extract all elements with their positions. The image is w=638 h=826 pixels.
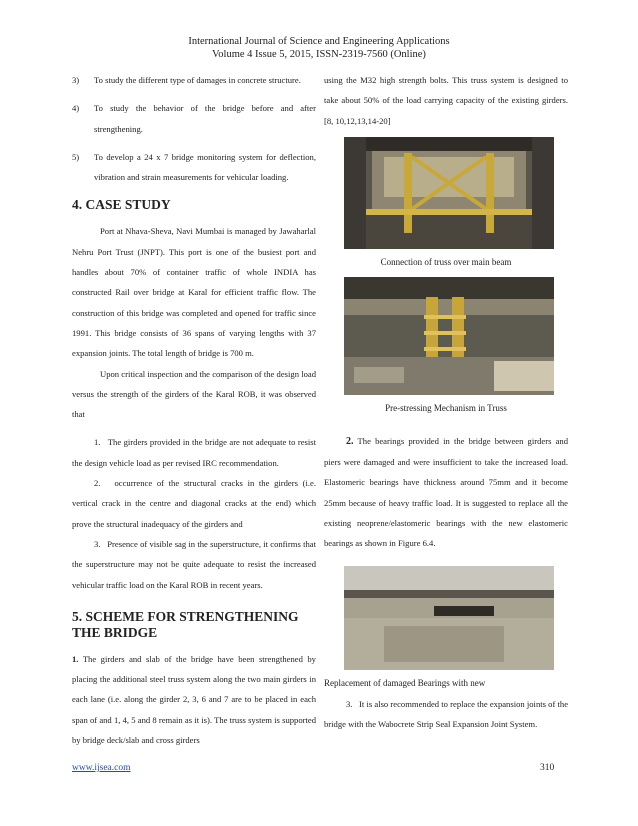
- objective-item: 3) To study the different type of damages in concrete structure.: [72, 75, 301, 85]
- journal-website-link[interactable]: www.ijsea.com: [72, 763, 131, 773]
- figure-caption: Replacement of damaged Bearings with new: [324, 677, 486, 688]
- journal-title: International Journal of Science and Engineering Applications: [188, 36, 450, 47]
- observation-item: 1. The girders provided in the bridge are not adequate to resist the design vehicle load as per revised IRC recommendation.: [72, 437, 316, 468]
- journal-volume: Volume 4 Issue 5, 2015, ISSN-2319-7560 (Online): [212, 49, 426, 60]
- case-study-paragraph: Port at Nhava-Sheva, Navi Mumbai is managed by Jawaharlal Nehru Port Trust (JNPT). This port is one of the busiest port and handles about 70% of container traffic of whole INDIA has constructed Rail over bridge at Karal for efficient traffic flow. The construction of this bridge was completed and opened for traffic since 1991. This bridge consists of 36 spans of varying lengths with 37 expansion joints. The total length of bridge is 700 m.: [72, 226, 316, 359]
- objective-item: 4) To study the behavior of the bridge before and after strengthening.: [72, 103, 316, 134]
- figure-caption: Pre-stressing Mechanism in Truss: [385, 402, 507, 413]
- figure-caption: Connection of truss over main beam: [380, 256, 512, 267]
- page-number: 310: [540, 763, 555, 773]
- objective-item: 5) To develop a 24 x 7 bridge monitoring system for deflection, vibration and strain measurements for vehicular loading.: [72, 151, 316, 183]
- observation-item: 2. occurrence of the structural cracks in the girders (i.e. vertical crack in the centre and diagonal cracks at the end) which prove the structural inadequacy of the girders and: [72, 478, 316, 529]
- prestressing-photo: [344, 277, 554, 395]
- journal-header: [0, 35, 638, 61]
- bearings-paragraph: 2. The bearings provided in the bridge between girders and piers were damaged and were insufficient to take the increased load. Elastomeric bearings have thickness around 75mm and it become 25mm because of heavy traffic load. It is suggested to replace all the existing neoprene/elastomeric bearings with the new elastomeric bearings as shown in Figure 6.4.: [324, 435, 569, 549]
- left-column: [72, 70, 316, 750]
- section-heading-case-study: 4. CASE STUDY: [72, 197, 171, 213]
- case-study-paragraph: Upon critical inspection and the comparison of the design load versus the strength of the girders of the Karal ROB, it was observed that: [72, 368, 316, 420]
- bearing-replacement-photo: [344, 566, 554, 670]
- section-heading-scheme: 5. SCHEME FOR STRENGTHENING THE BRIDGE: [72, 608, 299, 640]
- truss-paragraph: using the M32 high strength bolts. This truss system is designed to take about 50% of the load carrying capacity of the existing girders. [8, 10,12,13,14-20]: [324, 75, 568, 126]
- truss-connection-photo: [344, 137, 554, 249]
- observation-item: 3. Presence of visible sag in the superstructure, it confirms that the superstructure may not be quite adequate to resist the increased vehicular traffic load on the Karal ROB in recent years.: [72, 538, 316, 590]
- scheme-paragraph: 1. The girders and slab of the bridge have been strengthened by placing the additional steel truss system along the two main girders in each lane (i.e. along the girder 2, 3, 6 and 7 are to be placed in each span of and 1, 4, 5 and 8 remain as it is). The truss system is supported by bridge deck/slab and cross girders: [72, 653, 316, 746]
- right-column: [324, 70, 568, 734]
- expansion-joint-paragraph: 3. It is also recommended to replace the expansion joints of the bridge with the Wabocrete Strip Seal Expansion Joint System.: [324, 698, 569, 729]
